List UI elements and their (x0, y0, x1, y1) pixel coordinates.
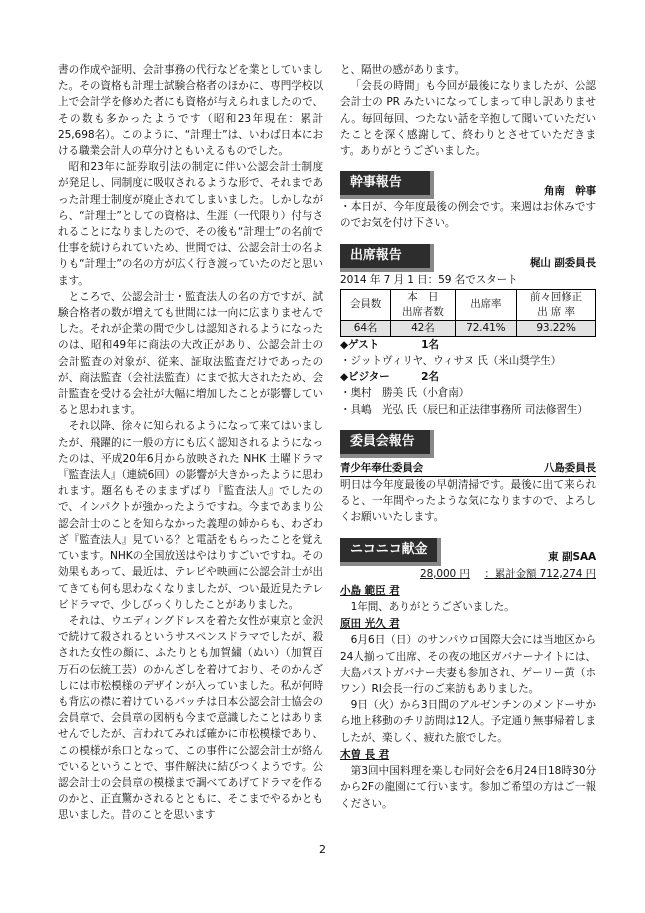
nico-header (340, 538, 596, 566)
table-header-cell: 出席率 (455, 289, 517, 320)
kanji-report-body: ・本日が、今年度最後の例会です。来週はお休みですのでお気を付け下さい。 (340, 201, 596, 230)
paragraph: それは、ウエディングドレスを着た女性が東京と金沢で続けて殺されるというサスペンスドラマでしたが、殺された女性の顔に、ふたりとも加賀繍（ぬい）（加賀百万石の伝統工芸）のかんざしを着けており、そのかんざしには市松模様のデザインが入っていました。私が何時も背広の襟に着けているバッチは日本公認会計士協会の会員章で、会員章の図柄も今まで意識したことはありませんでしたが、言われてみれば確かに市松模様であり、この模様が糸口となって、この事件に公認会計士が絡んでいるということで、事件解決に結びつくようです。公認会計士の会員章の模様まで調べてあげてドラマを作るのかと、正直驚かされるとともに、そこまでやるかとも思いました。昔のことを思います (58, 614, 323, 822)
paragraph: 昭和23年に証券取引法の制定に伴い公認会計士制度が発足し、同制度に吸収されるような形で、それまであった計理士制度が廃止されてしまいました。しかしながら、“計理士”としての資格は、生涯（一代限り）付与されることになりましたので、その後も“計理士”の名前で仕事を続けられていため、世間では、公認会計士の名よりも“計理士”の名の方が広く行き渡っていたのだと思います。 (58, 161, 323, 287)
table-row (341, 289, 596, 320)
nico-banner: ニコニコ献金 (340, 538, 441, 566)
kanji-report-header (340, 171, 596, 199)
table-cell: 72.41% (455, 320, 517, 336)
table-row (341, 320, 596, 336)
attendance-reporter: 梶山 副委員長 (530, 257, 596, 270)
page-number: 2 (319, 843, 326, 856)
donor-name: 原田 光久 君 (340, 618, 400, 631)
table-header-cell: 会員数 (341, 289, 391, 320)
guest-item: ・ジットヴィリヤ、ウィサヌ 氏（米山奨学生） (340, 355, 562, 368)
visitor-label: ◆ビジター 2名 (340, 371, 439, 384)
kanji-reporter: 角南 幹事 (544, 185, 596, 198)
committee-body: 明日は今年度最後の早朝清掃です。最後に出て来られると、一年間やったような気になりますので、よろしくお願いいたします。 (340, 479, 596, 524)
donor-message: 1年間、ありがとうございました。 (350, 601, 515, 614)
paragraph: 「会長の時間」も今回が最後になりましたが、公認会計士の PR みたいになってしまって申し訳ありません。毎回毎回、つたない話を辛抱して聞いていただいたことを深く感謝して、終わりとさせていただきます。ありがとうございました。 (340, 80, 596, 158)
nico-amount-line (340, 566, 596, 582)
paragraph: それ以降、徐々に知られるようになって来てはいましたが、飛躍的に一般の方にも広く認知されるようになったのは、平成20年6月から放映された NHK 土曜ドラマ『監査法人』（連続6回）の影響が大きかったように思われます。題名もそのままずばり『監査法人』でしたので、インパクトが強かったようですね。今まであまり公認会計士のことを知らなかった義理の姉からも、わざわざ『監査法人』見ている？と電話をもらったことを覚えています。NHKの全国放送はやはりすごいですね。その効果もあって、最近は、テレビや映画に公認会計士が出てきても何も思わなくなりましたが、つい最近見たテレビドラマで、少しびっくりしたことがありました。 (58, 420, 323, 611)
paragraph: と、隔世の感があります。 (340, 64, 466, 76)
visitor-item: ・奥村 勝美 氏（小倉南） (340, 387, 470, 400)
attendance-table (340, 289, 596, 337)
donor-name: 小島 範臣 君 (340, 584, 400, 597)
committee-banner: 委員会報告 (340, 430, 434, 458)
table-header-cell: 前々回修正 出 席 率 (517, 289, 596, 320)
right-column (340, 62, 596, 812)
donor-message: 9日（火）から3日間のアルゼンチンのメンドーサから地上移動のチリ訪問は12人。予定通り無事帰着しましたが、楽しく、疲れた旅でした。 (340, 699, 596, 744)
guest-label: ◆ゲスト 1名 (340, 338, 439, 351)
table-header-cell: 本 日 出席者数 (391, 289, 456, 320)
committee-header (340, 430, 596, 458)
nico-reporter: 東 副SAA (548, 551, 596, 564)
donor-name: 木曽 長 君 (340, 748, 390, 761)
committee-name: 青少年奉仕委員会 (340, 461, 424, 474)
table-cell: 93.22% (517, 320, 596, 336)
table-cell: 42名 (391, 320, 456, 336)
committee-subline (340, 460, 596, 477)
attendance-start: 2014 年 7 月 1 日：59 名でスタート (340, 273, 518, 286)
donor-message: 6月6日（日）のサンパウロ国際大会には当地区から24人揃って出席、その夜の地区ガバナーナイトには、大島パストガバナー夫妻も参加され、ゲーリー黄（ホワン）RI会長一行のご来訪もありました。 (340, 634, 596, 696)
attendance-header (340, 244, 596, 272)
nico-amount: 28,000 円 (420, 567, 470, 580)
visitor-item: ・具嶋 光弘 氏（辰巳和正法律事務所 司法修習生） (340, 403, 588, 416)
paragraph: 書の作成や証明、会計事務の代行などを業としていました。その資格も計理士試験合格者のほかに、専門学校以上で会計学を修めた者にも資格が与えられましたので、その数も多かったようです（昭和23年現在：累計25,698名）。このように、“計理士”は、いわば日本における職業会計人の草分けともいえるものでした。 (58, 64, 323, 158)
left-column (58, 62, 323, 824)
nico-total: ：累計金額 712,274 円 (484, 567, 596, 580)
attendance-banner: 出席報告 (340, 244, 434, 272)
table-cell: 64名 (341, 320, 391, 336)
kanji-report-banner: 幹事報告 (340, 171, 434, 199)
paragraph: ところで、公認会計士・監査法人の名の方ですが、試験合格者の数が増えても世間には一向に広まりませんでした。それが企業の間で少しは認知されるようになったのは、昭和49年に商法の大改正があり、公認会計士の会計監査の対象が、従来、証取法監査だけであったのが、商法監査（会社法監査）にまで拡大されたため、会計監査を受ける会社が大幅に増加したことが影響していると思われます。 (58, 290, 323, 417)
committee-reporter: 八島委員長 (544, 461, 596, 474)
donor-message: 第3回中国料理を楽しむ同好会を6月24日18時30分から2Fの龍園にて行います。参加ご希望の方はご一報ください。 (340, 765, 596, 810)
